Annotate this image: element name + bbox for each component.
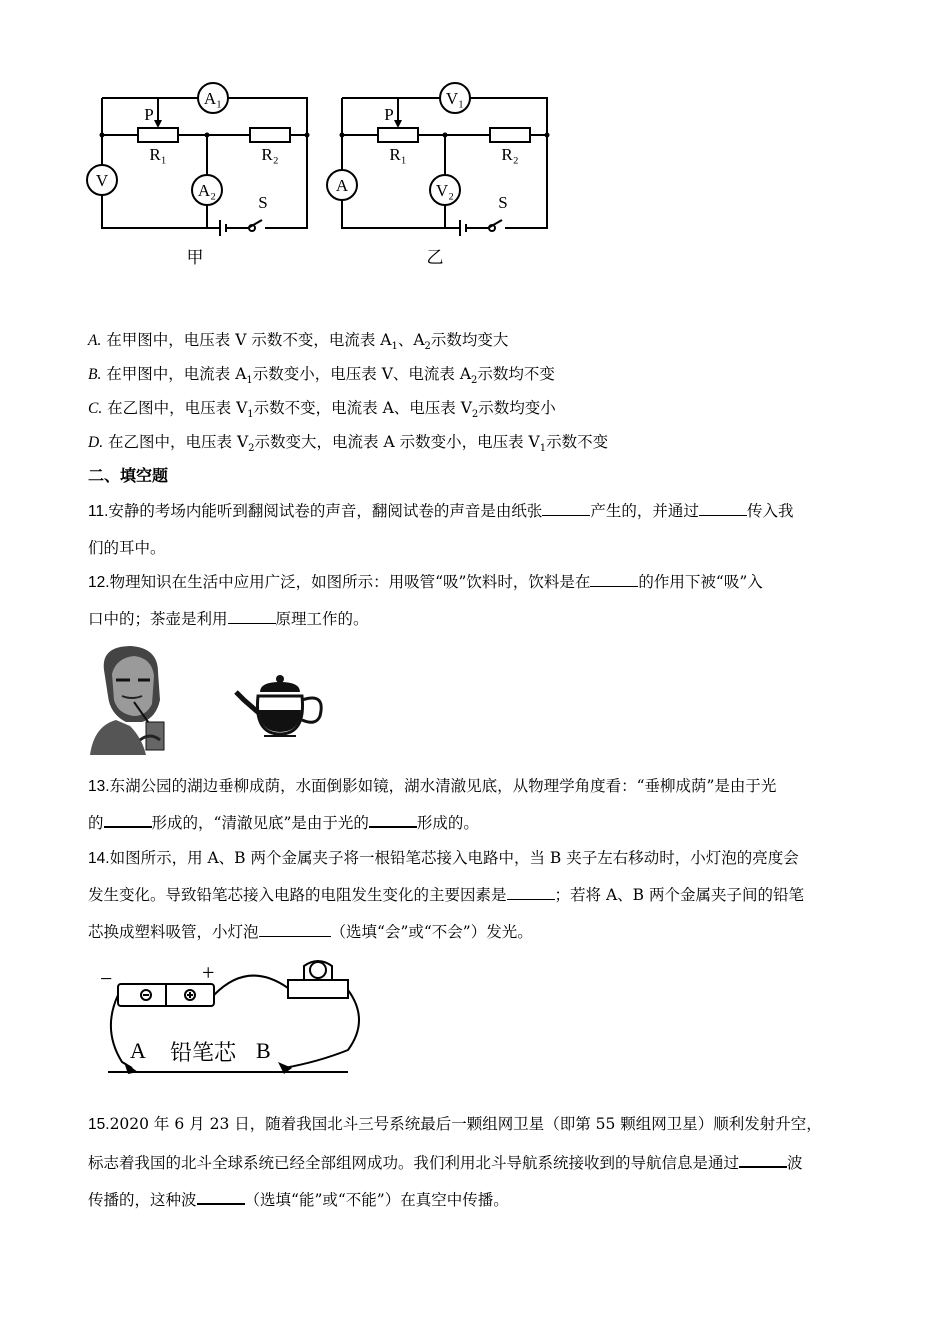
- question-number: 12.: [88, 574, 110, 591]
- subscript: 1: [247, 409, 254, 421]
- question-text: 们的耳中。: [88, 539, 166, 557]
- subscript: 2: [424, 341, 431, 353]
- section-title: 二、填空题: [88, 466, 169, 485]
- ammeter-a1-label: A₁: [203, 89, 223, 108]
- question-number: 15.: [88, 1116, 110, 1133]
- voltmeter-v-label: V: [95, 171, 109, 190]
- voltmeter-v2-label: V₂: [435, 181, 455, 200]
- option-text: 示数变大，电流表 A 示数变小，电压表 V: [254, 433, 540, 451]
- question-text: 2020 年 6 月 23 日，随着我国北斗三号系统最后一颗组网卫星（即第 55 颗组网卫星）顺利发射升空，: [109, 1115, 822, 1133]
- subscript: 2: [471, 375, 478, 387]
- teapot-illustration: [230, 670, 330, 740]
- battery-minus-label: −: [100, 966, 113, 991]
- subscript: 2: [471, 409, 479, 421]
- question-text: 波: [787, 1154, 803, 1172]
- question-14-line2: [88, 885, 804, 905]
- question-text: 传入我: [746, 502, 794, 520]
- option-d: [88, 432, 608, 459]
- question-text: ；若将 A、B 两个金属夹子间的铅笔: [554, 886, 804, 904]
- question-15-line3: [88, 1189, 509, 1210]
- battery-plus-label: +: [202, 960, 215, 985]
- question-11-line1: [88, 501, 793, 522]
- option-text: 在甲图中，电流表 A: [106, 365, 247, 383]
- option-text: 在甲图中，电压表 V 示数不变，电流表 A: [106, 331, 392, 349]
- option-b: [88, 364, 555, 391]
- option-text: 示数均变大: [430, 331, 509, 349]
- option-text: 示数不变: [546, 433, 609, 451]
- question-number: 14.: [88, 850, 110, 867]
- question-text: 形成的，“清澈见底”是由于光的: [151, 814, 369, 832]
- question-text: 芯换成塑料吸管，小灯泡: [88, 923, 259, 941]
- option-text: 、A: [397, 331, 425, 349]
- resistor-r2-label: R₂: [261, 145, 279, 164]
- subscript: 1: [539, 443, 547, 455]
- option-text: 在乙图中，电压表 V: [108, 433, 249, 451]
- caption-jia: 甲: [186, 248, 204, 267]
- option-text: 示数均不变: [477, 365, 555, 383]
- question-13-line1: [88, 776, 776, 797]
- answer-blank[interactable]: [590, 572, 638, 587]
- option-c: [88, 398, 556, 425]
- question-12-line1: [88, 572, 763, 593]
- answer-blank[interactable]: [228, 609, 276, 624]
- pencil-lead-label: 铅笔芯: [170, 1040, 237, 1065]
- resistor-r2-label-yi: R₂: [501, 145, 519, 164]
- question-number: 13.: [88, 778, 110, 795]
- resistor-r1-label: R₁: [149, 145, 167, 164]
- clip-b-label: B: [256, 1038, 271, 1063]
- question-12-line2: [88, 609, 369, 629]
- question-text: 如图所示，用 A、B 两个金属夹子将一根铅笔芯接入电路中，当 B 夹子左右移动时，小灯泡的亮度会: [109, 849, 799, 867]
- option-a: [88, 330, 508, 357]
- question-number: 11.: [88, 503, 109, 520]
- question-text: 传播的，这种波: [88, 1191, 197, 1209]
- ammeter-a-label: A: [335, 176, 349, 195]
- resistor-r1-label-yi: R₁: [389, 145, 407, 164]
- option-letter: C.: [88, 400, 103, 417]
- question-text: （选填“能”或“不能”）在真空中传播。: [244, 1191, 509, 1209]
- switch-s-label: S: [258, 193, 268, 212]
- ammeter-a2-label: A₂: [197, 181, 217, 200]
- question-text: 形成的。: [416, 814, 479, 832]
- slider-p-label: P: [144, 105, 154, 124]
- answer-blank[interactable]: [542, 501, 590, 516]
- question-text: 物理知识在生活中应用广泛，如图所示：用吸管“吸”饮料时，饮料是在: [109, 573, 591, 591]
- clip-a-label: A: [130, 1038, 146, 1063]
- subscript: 2: [248, 443, 255, 455]
- question-text: （选填“会”或“不会”）发光。: [330, 923, 533, 941]
- question-text: 的: [88, 814, 104, 832]
- option-text: 示数不变，电流表 A、电压表 V: [253, 399, 472, 417]
- question-11-line2: [88, 538, 166, 558]
- answer-blank[interactable]: [369, 812, 417, 828]
- question-15-line1: [88, 1114, 822, 1135]
- question-15-line2: [88, 1152, 803, 1173]
- answer-blank[interactable]: [699, 501, 747, 516]
- question-text: 原理工作的。: [275, 610, 369, 628]
- option-letter: A.: [88, 332, 102, 349]
- question-text: 的作用下被“吸”入: [638, 573, 763, 591]
- question-13-line2: [88, 812, 479, 833]
- circuit-diagrams: [80, 70, 570, 275]
- question-text: 标志着我国的北斗全球系统已经全部组网成功。我们利用北斗导航系统接收到的导航信息是通过: [88, 1154, 740, 1172]
- switch-s-label-yi: S: [498, 193, 508, 212]
- answer-blank[interactable]: [259, 922, 331, 937]
- question-text: 发生变化。导致铅笔芯接入电路的电阻发生变化的主要因素是: [88, 886, 507, 904]
- answer-blank[interactable]: [104, 812, 152, 828]
- answer-blank[interactable]: [507, 885, 555, 900]
- person-drinking-illustration: [86, 640, 176, 755]
- answer-blank[interactable]: [197, 1189, 245, 1205]
- pencil-lead-circuit-figure: [98, 950, 368, 1085]
- question-text: 产生的，并通过: [590, 502, 699, 520]
- subscript: 1: [246, 375, 253, 387]
- option-letter: D.: [88, 434, 104, 451]
- question-text: 口中的；茶壶是利用: [88, 610, 228, 628]
- option-text: 示数变小，电压表 V、电流表 A: [252, 365, 472, 383]
- voltmeter-v1-label: V₁: [445, 89, 465, 108]
- answer-blank[interactable]: [739, 1152, 787, 1168]
- option-letter: B.: [88, 366, 102, 383]
- question-text: 东湖公园的湖边垂柳成荫，水面倒影如镜，湖水清澈见底，从物理学角度看：“垂柳成荫”是由于光: [109, 777, 777, 795]
- caption-yi: 乙: [426, 248, 444, 267]
- subscript: 1: [391, 341, 398, 353]
- option-text: 在乙图中，电压表 V: [107, 399, 248, 417]
- question-14-line1: [88, 848, 799, 869]
- question-text: 安静的考场内能听到翻阅试卷的声音，翻阅试卷的声音是由纸张: [108, 502, 543, 520]
- slider-p-label-yi: P: [384, 105, 394, 124]
- question-14-line3: [88, 922, 533, 942]
- option-text: 示数均变小: [478, 399, 556, 417]
